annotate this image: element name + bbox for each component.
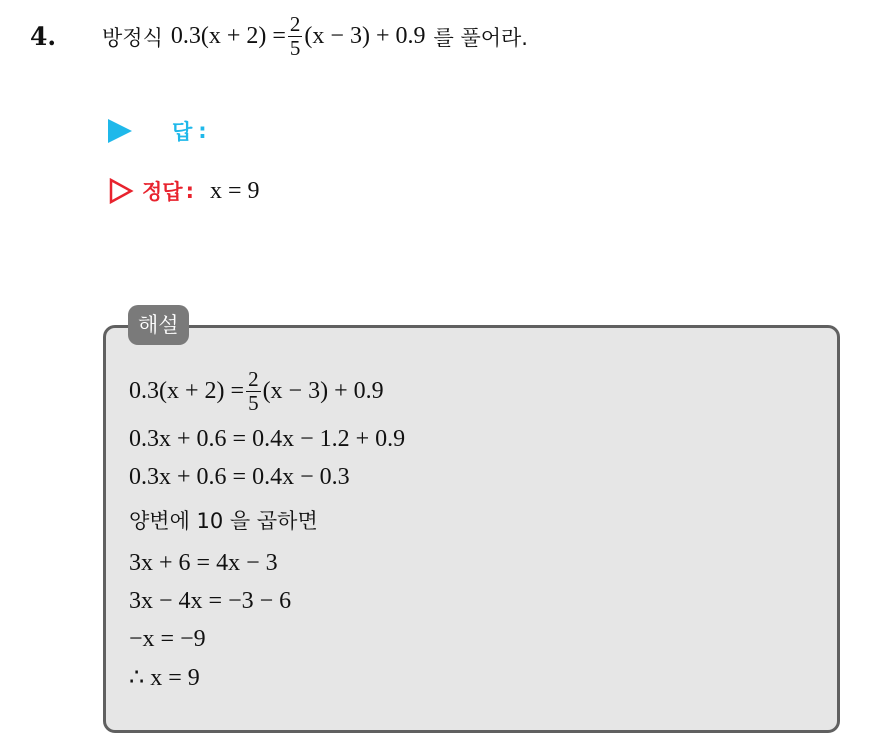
solution-line bbox=[129, 362, 405, 420]
solution-fraction bbox=[246, 366, 261, 415]
solution-line: ∴ x = 9 bbox=[129, 664, 200, 691]
solution-line: 3x + 6 = 4x − 3 bbox=[129, 549, 278, 576]
question-suffix: 를 풀어라. bbox=[433, 25, 528, 50]
solution-line: −x = −9 bbox=[129, 625, 206, 652]
question-fraction bbox=[288, 14, 303, 59]
outline-triangle-icon bbox=[108, 178, 134, 204]
question-prefix: 방정식 bbox=[102, 25, 163, 50]
solution-tag: 해설 bbox=[128, 305, 189, 345]
fraction-numerator: 2 bbox=[289, 12, 301, 36]
question-equation-left: 0.3(x + 2) = bbox=[170, 23, 286, 49]
solution-line1-right: (x − 3) + 0.9 bbox=[262, 377, 384, 404]
correct-answer-value: x = 9 bbox=[209, 177, 260, 204]
solution-line: 양변에 10 을 곱하면 bbox=[129, 509, 318, 533]
fraction-denominator: 5 bbox=[248, 390, 259, 415]
correct-answer-label: 정답 bbox=[142, 180, 183, 204]
solution-steps bbox=[129, 362, 405, 696]
question-text bbox=[102, 14, 528, 59]
correct-answer-row bbox=[108, 176, 260, 206]
solution-line1-left: 0.3(x + 2) = bbox=[129, 377, 245, 404]
question-equation-right: (x − 3) + 0.9 bbox=[304, 23, 426, 49]
answer-row bbox=[108, 116, 207, 146]
solution-line: 0.3x + 0.6 = 0.4x − 1.2 + 0.9 bbox=[129, 425, 406, 452]
correct-answer-colon: : bbox=[185, 179, 194, 203]
solution-line: 3x − 4x = −3 − 6 bbox=[129, 587, 292, 614]
solution-line: 0.3x + 0.6 = 0.4x − 0.3 bbox=[129, 463, 350, 490]
fraction-denominator: 5 bbox=[289, 36, 301, 60]
play-triangle-icon bbox=[108, 119, 132, 143]
fraction-numerator: 2 bbox=[248, 366, 259, 391]
question-number: 4. bbox=[30, 22, 57, 51]
answer-colon: : bbox=[198, 119, 207, 143]
answer-label: 답 bbox=[172, 120, 193, 144]
